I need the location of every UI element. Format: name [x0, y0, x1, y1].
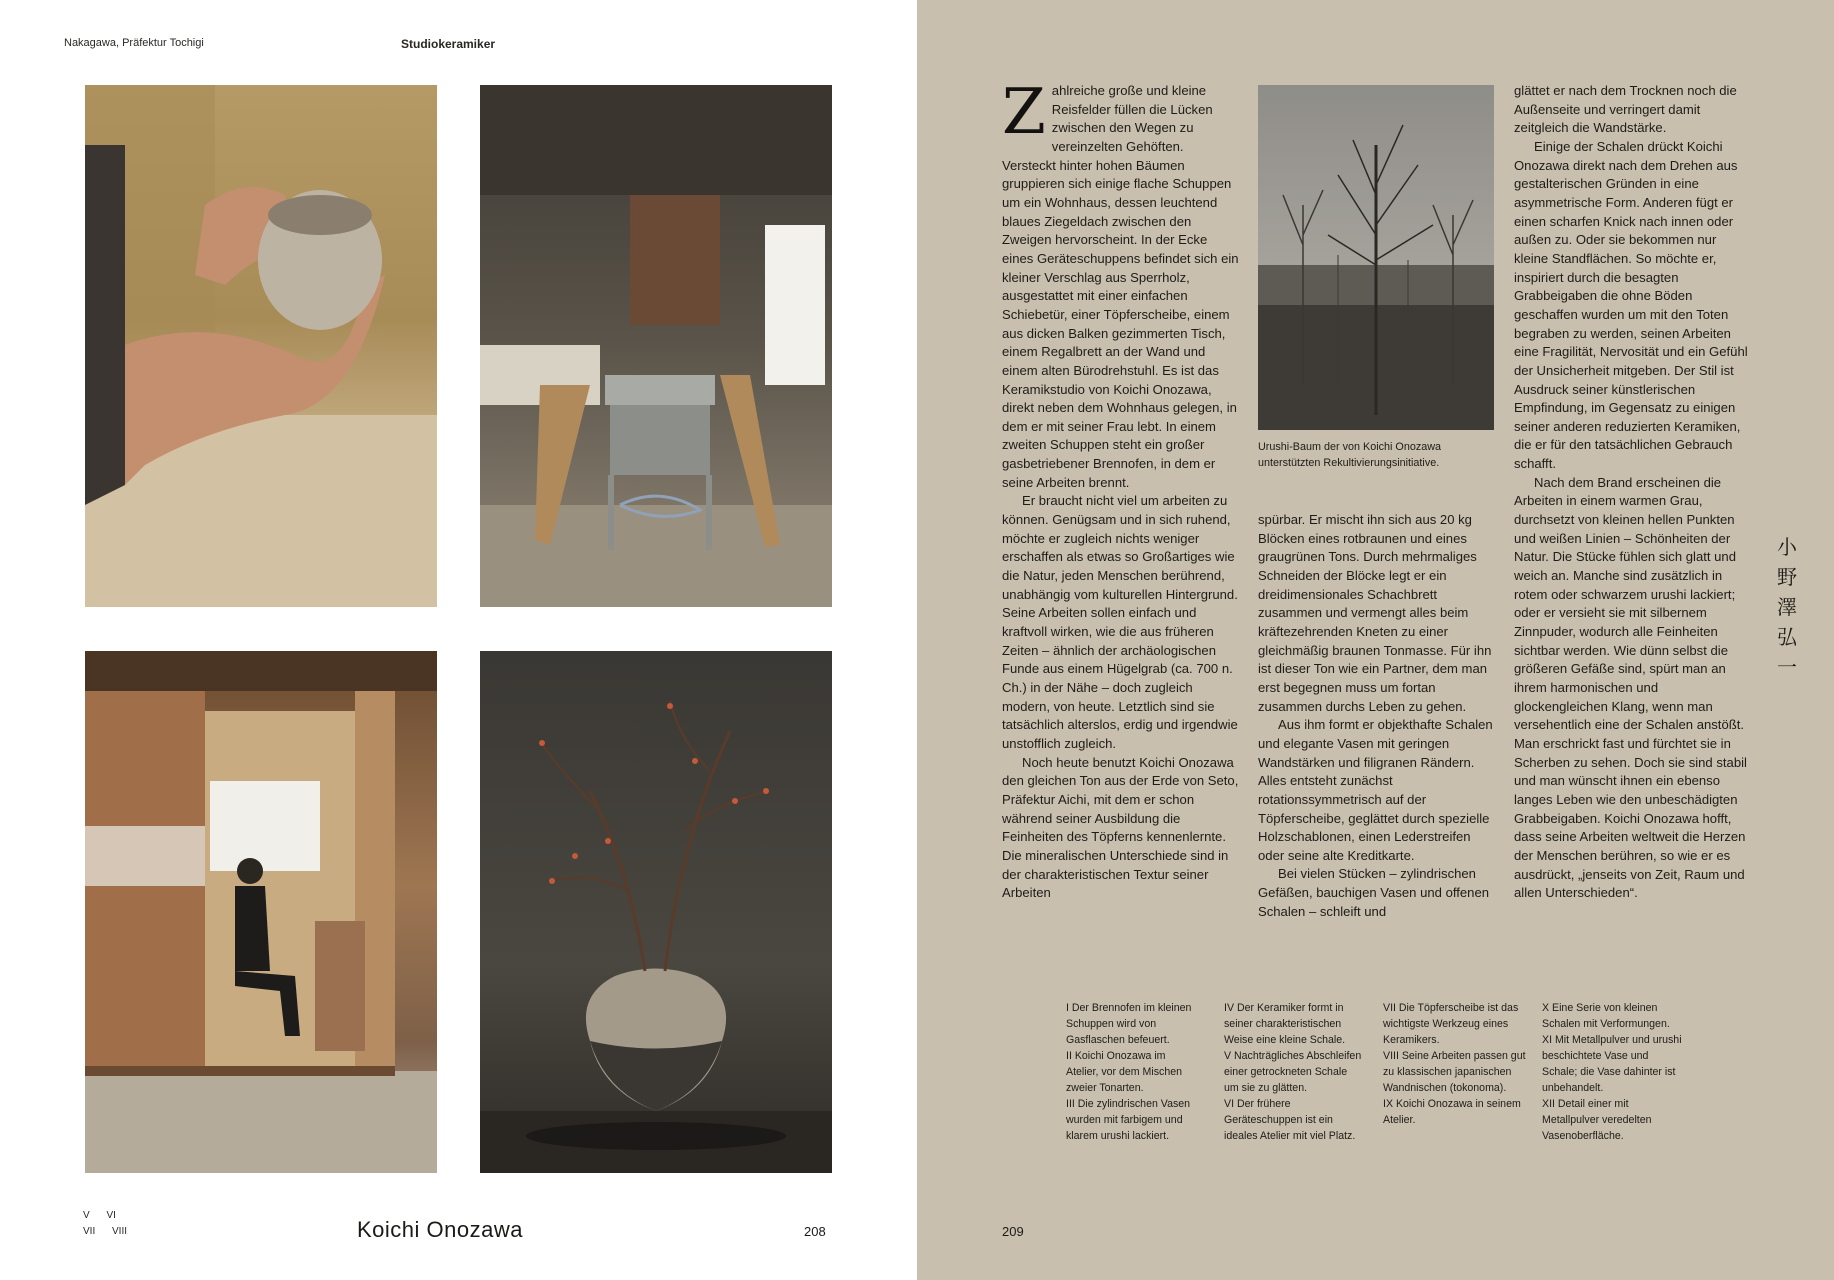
- japanese-char: 一: [1777, 655, 1797, 679]
- paragraph: ahlreiche große und kleine Reisfelder füllen die Lücken zwischen den Wegen zu vereinzelten Gehöften. Versteckt hinter hohen Bäumen gruppieren sich einige flache Schuppen um ein Wohnhaus, dessen leuchtend blaues Ziegeldach zwischen den Zweigen hervorscheint. In der Ecke eines Geräteschuppens befindet sich ein kleiner Verschlag aus Sperrholz, ausgestattet mit einer einfachen Schiebetür, einer Töpferscheibe, einem aus dicken Balken gezimmerten Tisch, einem Regalbrett an der Wand und einem alten Bürodrehstuhl. Es ist das Keramikstudio von Koichi Onozawa, direkt neben dem Wohnhaus gelegen, in dem er mit seiner Frau lebt. In einem zweiten Schuppen steht ein großer gasbetriebener Brennofen, in dem er seine Arbeiten brennt.: [1002, 83, 1239, 490]
- plate-caption: XII Detail einer mit Metallpulver veredelten Vasenoberfläche.: [1542, 1098, 1652, 1142]
- plate-caption: II Koichi Onozawa im Atelier, vor dem Mischen zweier Tonarten.: [1066, 1050, 1182, 1094]
- plate-caption: I Der Brennofen im kleinen Schuppen wird von Gasflaschen befeuert.: [1066, 1002, 1192, 1046]
- plate-number: VII: [83, 1226, 96, 1237]
- plate-numbers-top: [83, 1210, 116, 1221]
- plate-caption: VIII Seine Arbeiten passen gut zu klassischen japanischen Wandnischen (tokonoma).: [1383, 1050, 1526, 1094]
- paragraph: Er braucht nicht viel um arbeiten zu können. Genügsam und in sich ruhend, möchte er zugleich nichts weniger erschaffen als etwas so Großartiges wie die Natur, jeden Menschen berührend, unabhängig vom kulturellen Hintergrund. Seine Arbeiten sollen einfach und kraftvoll wirken, wie die aus früheren Zeiten – ähnlich der archäologischen Funde aus einem Hügelgrab (ca. 700 n. Ch.) in der Nähe – doch zugleich modern, von heute. Letztlich sind sie tatsächlich alterslos, erdig und irgendwie unstofflich zugleich.: [1002, 493, 1238, 751]
- paragraph: Aus ihm formt er objekthafte Schalen und elegante Vasen mit geringen Wandstärken und filigranen Rändern. Alles entsteht zunächst rotationssymmetrisch auf der Töpferscheibe, geglättet durch spezielle Holzschablonen, einen Lederstreifen oder seine alte Kreditkarte.: [1258, 717, 1493, 863]
- photo-hands-holding-bowl: [85, 85, 437, 607]
- plate-caption: IX Koichi Onozawa in seinem Atelier.: [1383, 1098, 1521, 1126]
- japanese-char: 小: [1777, 535, 1797, 559]
- japanese-char: 弘: [1777, 625, 1797, 649]
- photo-caption: Urushi-Baum der von Koichi Onozawa unterstützten Rekultivierungsinitiative.: [1258, 441, 1442, 469]
- text-column-2: [1258, 511, 1495, 921]
- paragraph: Noch heute benutzt Koichi Onozawa den gleichen Ton aus der Erde von Seto, Präfektur Aichi, mit dem er schon während seiner Ausbildung die Feinheiten des Töpferns kennenlernte. Die mineralischen Unterschiede sind in der charakteristischen Textur seiner Arbeiten: [1002, 754, 1239, 901]
- paragraph: Bei vielen Stücken – zylindrischen Gefäßen, bauchigen Vasen und offenen Schalen – schleift und: [1258, 866, 1490, 919]
- header-location: Nakagawa, Präfektur Tochigi: [64, 37, 204, 49]
- plate-number: VI: [106, 1210, 116, 1221]
- plate-caption: V Nachträgliches Abschleifen einer getrockneten Schale um sie zu glätten.: [1224, 1050, 1362, 1094]
- japanese-name: [1774, 532, 1800, 682]
- paragraph: glättet er nach dem Trocknen noch die Außenseite und verringert damit zeitgleich die Wandstärke.: [1514, 83, 1737, 136]
- paragraph: Nach dem Brand erscheinen die Arbeiten in einem warmen Grau, durchsetzt von kleinen hellen Punkten und weißen Linien – Schönheiten der Natur. Die Stücke fühlen sich glatt und weich an. Manche sind zusätzlich in rotem oder schwarzem urushi lackiert; oder er versieht sie mit silbernem Zinnpuder, wodurch alle Feinheiten sichtbar werden. Wie dünn selbst die größeren Gefäße sind, spürt man an ihrem harmonischen und glockengleichen Klang, wenn man versehentlich eine der Schalen anstößt. Man erschrickt fast und fürchtet sie in Scherben zu sehen. Doch sie sind stabil und man wünscht ihnen ein ebenso langes Leben wie den unbeschädigten Grabbeigaben. Koichi Onozawa hofft, dass seine Arbeiten weltweit die Herzen der Menschen berühren, so wie er es ausdrückt, „jenseits von Zeit, Raum und allen Unterschieden“.: [1514, 474, 1747, 901]
- japanese-char: 野: [1777, 565, 1797, 589]
- plate-captions-1: [1066, 1000, 1198, 1144]
- plate-caption: IV Der Keramiker formt in seiner charakteristischen Weise eine kleine Schale.: [1224, 1002, 1346, 1046]
- artist-name: Koichi Onozawa: [357, 1217, 523, 1242]
- header-category: Studiokeramiker: [401, 37, 496, 51]
- plate-caption: VI Der frühere Geräteschuppen ist ein ideales Atelier mit viel Platz.: [1224, 1098, 1356, 1142]
- paragraph: spürbar. Er mischt ihn sich aus 20 kg Blöcken eines rotbraunen und eines graugrünen Tons. Durch mehrmaliges Schneiden der Blöcke legt er ein dreidimensionales Schachbrett zusammen und vermengt alles beim kräftezehrenden Kneten zu einer gleichmäßig braunen Tonmasse. Für ihn ist dieser Ton wie ein Partner, dem man erst begegnen muss um fortan zusammen durchs Leben zu gehen.: [1258, 512, 1492, 714]
- photo-vase-with-branch: [480, 651, 832, 1173]
- paragraph: Einige der Schalen drückt Koichi Onozawa direkt nach dem Drehen aus gestalterischen Gründen in eine asymmetrische Form. Anderen fügt er einen scharfen Knick nach innen oder außen zu. Oder sie bekommen nur kleine Standflächen. So möchte er, inspiriert durch die besagten Grabbeigaben die ohne Böden geschaffen wurden um mit den Toten begraben zu werden, seinen Arbeiten eine Fragilität, Nervosität und ein Gefühl der Unsicherheit mitgeben. Der Stil ist Ausdruck seiner künstlerischen Empfindung, im Gegensatz zu einigen seiner anderen reduzierten Keramiken, die er für den tatsächlichen Gebrauch schafft.: [1514, 138, 1748, 472]
- page-number-left: 208: [804, 1224, 826, 1239]
- plate-captions-4: [1542, 1000, 1682, 1144]
- plate-captions-2: [1224, 1000, 1362, 1144]
- page-number-right: 209: [1002, 1224, 1024, 1239]
- plate-captions-3: [1383, 1000, 1533, 1128]
- japanese-char: 澤: [1777, 595, 1797, 619]
- text-column-3: [1514, 82, 1751, 903]
- plate-caption: XI Mit Metallpulver und urushi beschichtete Vase und Schale; die Vase dahinter ist unbehandelt.: [1542, 1034, 1682, 1094]
- photo-studio-potter-at-wheel: [85, 651, 437, 1173]
- plate-caption: X Eine Serie von kleinen Schalen mit Verformungen.: [1542, 1002, 1670, 1030]
- plate-number: V: [83, 1210, 90, 1221]
- plate-numbers-bottom: [83, 1226, 127, 1237]
- plate-caption: III Die zylindrischen Vasen wurden mit farbigem und klarem urushi lackiert.: [1066, 1098, 1191, 1142]
- dropcap: Z: [1002, 75, 1046, 148]
- text-column-1: [1002, 75, 1239, 903]
- plate-number: VIII: [112, 1226, 128, 1237]
- photo-urushi-tree: [1258, 85, 1494, 430]
- plate-caption: VII Die Töpferscheibe ist das wichtigste Werkzeug eines Keramikers.: [1383, 1002, 1519, 1046]
- photo-workshop-table: [480, 85, 832, 607]
